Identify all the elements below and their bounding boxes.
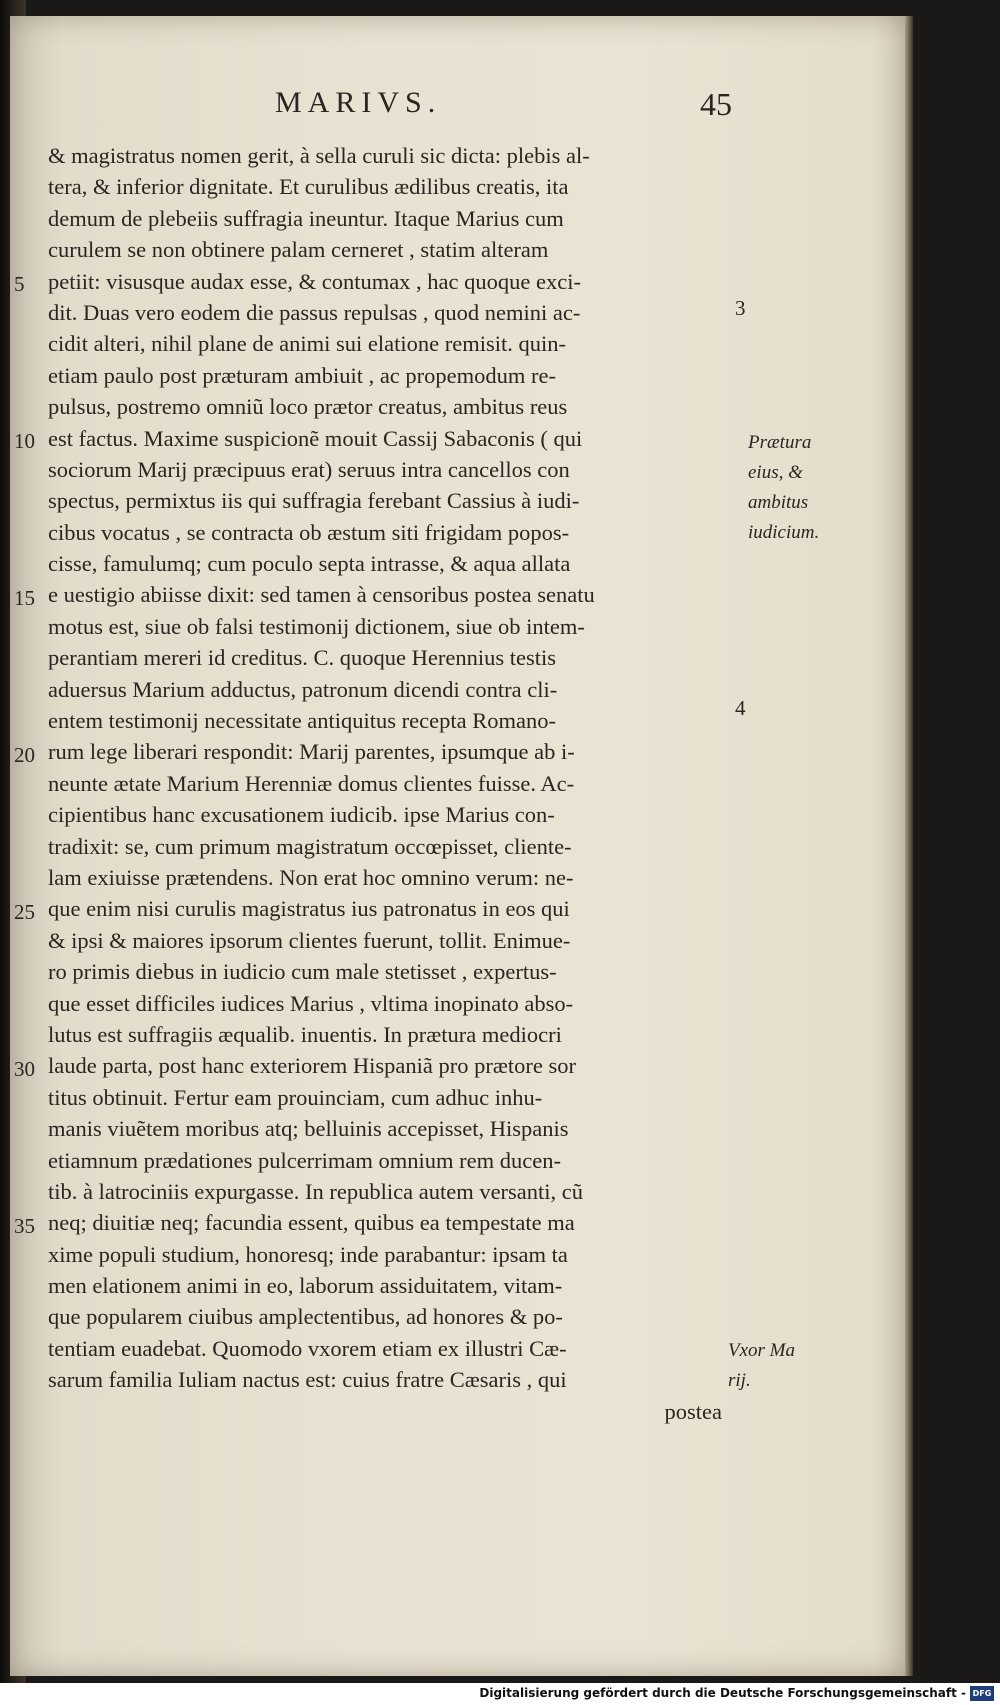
side-note-line: Vxor Ma (728, 1340, 796, 1361)
line-number: 30 (14, 1057, 35, 1081)
running-head: MARIVS. (275, 86, 442, 119)
text-line: que popularem ciuibus amplectentibus, ad honores & po- (48, 1304, 563, 1330)
line-number: 15 (14, 586, 35, 610)
body-text (48, 140, 728, 1427)
text-line: perantiam mereri id creditus. C. quoque Herennius testis (48, 645, 556, 671)
text-line: manis viuẽtem moribus atq; belluinis accepisset, Hispanis (48, 1116, 569, 1142)
text-line: xime populi studium, honoresq; inde parabantur: ipsam ta (48, 1241, 568, 1267)
text-line: curulem se non obtinere palam cerneret , statim alteram (48, 237, 549, 263)
text-line: cibus vocatus , se contracta ob æstum siti frigidam popos- (48, 519, 570, 545)
line-number: 25 (14, 900, 35, 924)
line-number: 10 (14, 429, 35, 453)
side-note (748, 428, 819, 548)
text-line: entem testimonij necessitate antiquitus recepta Romano- (48, 708, 556, 734)
text-line: est factus. Maxime suspicionẽ mouit Cassij Sabaconis ( qui (48, 425, 583, 451)
text-line: lutus est suffragiis æqualib. inuentis. In prætura mediocri (48, 1021, 562, 1047)
text-line: neunte ætate Marium Herenniæ domus clientes fuisse. Ac- (48, 770, 575, 796)
side-note-line: iudicium. (748, 522, 820, 543)
digitization-footer (0, 1683, 1000, 1705)
section-number: 3 (735, 296, 746, 320)
text-line: cidit alteri, nihil plane de animi sui elatione remisit. quin- (48, 331, 566, 357)
text-line: laude parta, post hanc exteriorem Hispaniã pro prætore sor (48, 1053, 576, 1079)
text-line: etiam paulo post præturam ambiuit , ac propemodum re- (48, 362, 556, 388)
text-line: que esset difficiles iudices Marius , vltima inopinato abso- (48, 990, 574, 1016)
text-line: motus est, siue ob falsi testimonij dictionem, siue ob intem- (48, 613, 585, 639)
text-line: & ipsi & maiores ipsorum clientes fuerunt, tollit. Enimue- (48, 927, 571, 953)
page-number: 45 (700, 86, 732, 122)
text-line: cisse, famulumq; cum poculo septa intrasse, & aqua allata (48, 551, 571, 577)
line-number: 20 (14, 743, 35, 767)
text-line: que enim nisi curulis magistratus ius patronatus in eos qui (48, 896, 570, 922)
side-note (728, 1336, 795, 1396)
text-line: titus obtinuit. Fertur eam prouinciam, cum adhuc inhu- (48, 1084, 543, 1110)
text-line: aduersus Marium adductus, patronum dicendi contra cli- (48, 676, 558, 702)
text-line: pulsus, postremo omniũ loco prætor creatus, ambitus reus (48, 394, 568, 420)
line-number: 5 (14, 272, 25, 296)
side-note-line: rij. (728, 1370, 751, 1391)
text-line: petiit: visusque audax esse, & contumax , hac quoque exci- (48, 268, 581, 294)
text-line: sociorum Marij præcipuus erat) seruus intra cancellos con (48, 456, 570, 482)
line-number: 35 (14, 1214, 35, 1238)
dfg-logo: DFG (970, 1686, 994, 1701)
text-line: tera, & inferior dignitate. Et curulibus ædilibus creatis, ita (48, 174, 569, 200)
text-line: tib. à latrociniis expurgasse. In republica autem versanti, cũ (48, 1178, 584, 1204)
text-line: spectus, permixtus iis qui suffragia ferebant Cassius à iudi- (48, 488, 580, 514)
funding-credit: Digitalisierung gefördert durch die Deutsche Forschungsgemeinschaft - (479, 1686, 966, 1700)
page-edge-shadow (905, 16, 913, 1676)
text-line: etiamnum prædationes pulcerrimam omnium rem ducen- (48, 1147, 561, 1173)
text-line: tradixit: se, cum primum magistratum occœpisset, cliente- (48, 833, 572, 859)
text-line: ro primis diebus in iudicio cum male stetisset , expertus- (48, 959, 557, 985)
catchword: postea (664, 1398, 722, 1424)
text-line: men elationem animi in eo, laborum assiduitatem, vitam- (48, 1273, 563, 1299)
side-note-line: ambitus (748, 492, 809, 513)
text-line: cipientibus hanc excusationem iudicib. ipse Marius con- (48, 802, 555, 828)
text-line: sarum familia Iuliam nactus est: cuius fratre Cæsaris , qui (48, 1367, 567, 1393)
text-line: demum de plebeiis suffragia ineuntur. Itaque Marius cum (48, 205, 564, 231)
text-line: rum lege liberari respondit: Marij parentes, ipsumque ab i- (48, 739, 575, 765)
text-line: e uestigio abiisse dixit: sed tamen à censoribus postea senatu (48, 582, 595, 608)
text-line: dit. Duas vero eodem die passus repulsas , quod nemini ac- (48, 299, 581, 325)
side-note-line: eius, & (748, 462, 803, 483)
text-line: & magistratus nomen gerit, à sella curuli sic dicta: plebis al- (48, 143, 590, 168)
section-number: 4 (735, 696, 746, 720)
book-page (10, 16, 908, 1676)
text-line: lam exiuisse prætendens. Non erat hoc omnino verum: ne- (48, 864, 574, 890)
text-line: tentiam euadebat. Quomodo vxorem etiam ex illustri Cæ- (48, 1335, 567, 1361)
text-line: neq; diuitiæ neq; facundia essent, quibus ea tempestate ma (48, 1210, 575, 1236)
side-note-line: Prætura (748, 432, 812, 453)
